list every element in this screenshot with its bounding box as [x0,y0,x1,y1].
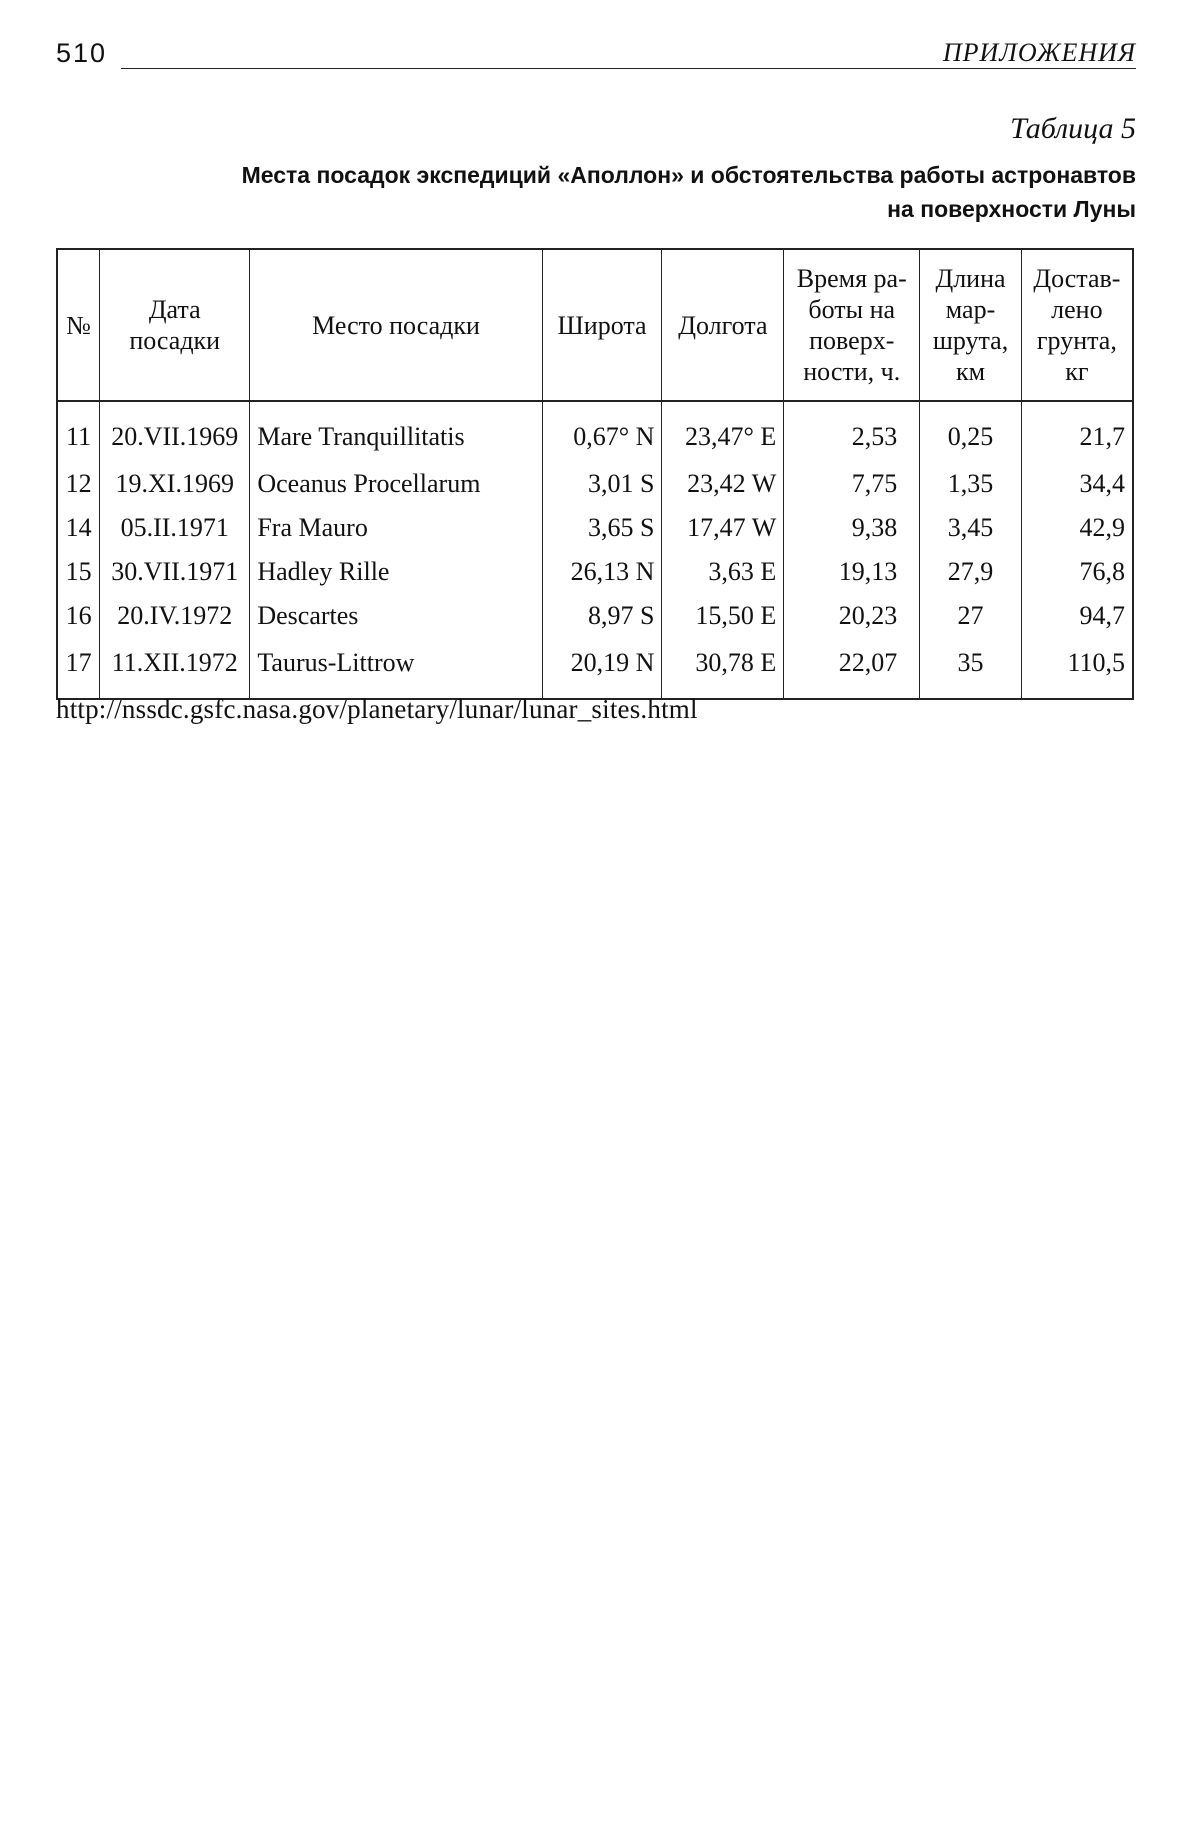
cell-latitude: 8,97 S [542,594,662,638]
cell-soil: 76,8 [1021,550,1133,594]
page-header [56,38,1136,78]
header-num: № [57,249,100,401]
cell-num: 17 [57,638,100,699]
header-time-line: ности, ч. [803,357,901,386]
cell-num: 15 [57,550,100,594]
cell-route: 1,35 [920,462,1022,506]
cell-longitude: 17,47 W [662,506,784,550]
cell-latitude: 0,67° N [542,401,662,462]
table-row [57,594,1133,638]
cell-time: 20,23 [784,594,920,638]
landing-sites-table [56,248,1134,700]
header-date [100,249,250,401]
cell-latitude: 20,19 N [542,638,662,699]
header-route-line: мар- [945,295,996,324]
header-rule [56,68,1136,69]
cell-route: 27 [920,594,1022,638]
cell-longitude: 30,78 E [662,638,784,699]
cell-route: 35 [920,638,1022,699]
table-row [57,401,1133,462]
cell-num: 12 [57,462,100,506]
header-route-line: шрута, [932,326,1009,355]
page-number: 510 [56,38,121,69]
cell-longitude: 23,42 W [662,462,784,506]
cell-latitude: 26,13 N [542,550,662,594]
table-row [57,506,1133,550]
cell-date: 20.IV.1972 [100,594,250,638]
header-soil-line: лено [1051,295,1103,324]
cell-route: 0,25 [920,401,1022,462]
cell-longitude: 15,50 E [662,594,784,638]
cell-site: Hadley Rille [250,550,542,594]
cell-time: 9,38 [784,506,920,550]
cell-soil: 34,4 [1021,462,1133,506]
cell-date: 19.XI.1969 [100,462,250,506]
cell-soil: 110,5 [1021,638,1133,699]
header-date-line: Дата [148,295,201,324]
cell-date: 11.XII.1972 [100,638,250,699]
cell-soil: 94,7 [1021,594,1133,638]
table-row [57,638,1133,699]
cell-num: 11 [57,401,100,462]
cell-soil: 42,9 [1021,506,1133,550]
cell-num: 14 [57,506,100,550]
cell-route: 27,9 [920,550,1022,594]
cell-time: 22,07 [784,638,920,699]
header-route-line: Длина [935,264,1006,293]
header-time-line: поверх- [809,326,895,355]
header-time [784,249,920,401]
cell-site: Oceanus Procellarum [250,462,542,506]
header-latitude: Широта [542,249,662,401]
cell-date: 30.VII.1971 [100,550,250,594]
cell-longitude: 23,47° E [662,401,784,462]
header-route-line: км [955,357,986,386]
header-soil-line: кг [1065,357,1089,386]
table-caption [136,158,1136,226]
cell-date: 20.VII.1969 [100,401,250,462]
caption-line-1: Места посадок экспедиций «Аполлон» и обстоятельства работы астронавтов [241,162,1136,188]
source-link[interactable]: http://nssdc.gsfc.nasa.gov/planetary/lunar/lunar_sites.html [56,694,698,724]
header-site: Место посадки [250,249,542,401]
cell-date: 05.II.1971 [100,506,250,550]
header-date-line: посадки [129,326,221,355]
cell-soil: 21,7 [1021,401,1133,462]
header-soil-line: грунта, [1036,326,1117,355]
cell-time: 19,13 [784,550,920,594]
cell-site: Mare Tranquillitatis [250,401,542,462]
cell-latitude: 3,65 S [542,506,662,550]
header-longitude: Долгота [662,249,784,401]
table-row [57,550,1133,594]
header-soil [1021,249,1133,401]
header-soil-line: Достав- [1033,264,1121,293]
cell-route: 3,45 [920,506,1022,550]
table-row [57,462,1133,506]
cell-latitude: 3,01 S [542,462,662,506]
caption-line-2: на поверхности Луны [887,196,1136,222]
header-time-line: Время ра- [796,264,907,293]
cell-site: Descartes [250,594,542,638]
table-label: Таблица 5 [1010,112,1136,145]
header-time-line: боты на [808,295,896,324]
cell-site: Taurus-Littrow [250,638,542,699]
cell-time: 2,53 [784,401,920,462]
cell-site: Fra Mauro [250,506,542,550]
cell-num: 16 [57,594,100,638]
cell-longitude: 3,63 E [662,550,784,594]
table-header-row [57,249,1133,401]
cell-time: 7,75 [784,462,920,506]
running-head: ПРИЛОЖЕНИЯ [931,38,1136,68]
header-route [920,249,1022,401]
